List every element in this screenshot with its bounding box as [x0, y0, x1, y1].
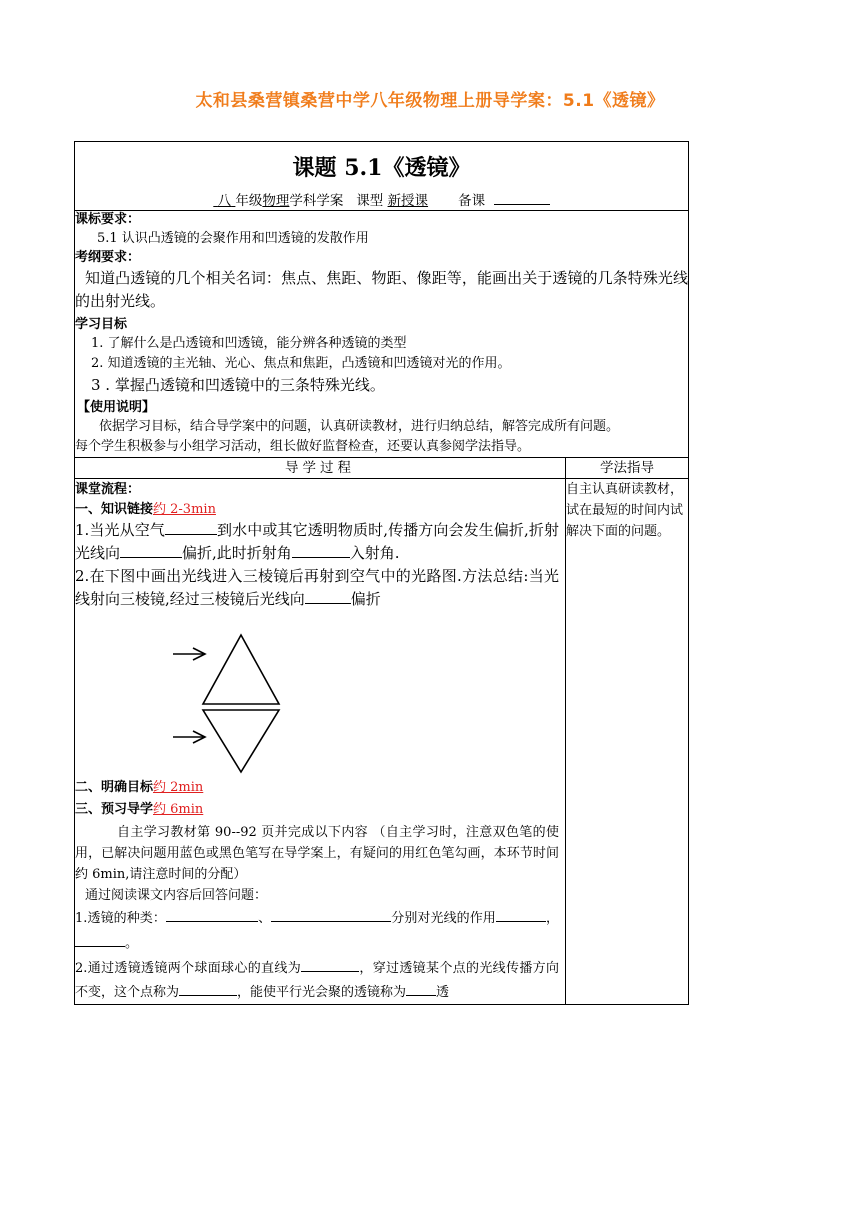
read-question-1: 1.透镜的种类： 、 分别对光线的作用 ，。 — [75, 906, 559, 956]
column-header-guide: 学法指导 — [566, 458, 689, 479]
section-time: 约 6min — [153, 802, 204, 817]
type-label: 课型 — [356, 193, 384, 209]
grade-label: 年级 — [235, 193, 263, 209]
answer-blank[interactable] — [271, 906, 391, 922]
guide-cell: 自主认真研读教材，试在最短的时间内试解决下面的问题。 — [566, 479, 689, 1005]
question-1: 1.当光从空气 到水中或其它透明物质时,传播方向会发生偏折,折射光线向 偏折,此时折射角 入射角. — [75, 521, 560, 562]
curriculum-heading: 课标要求： — [75, 212, 141, 227]
usage-heading: 【使用说明】 — [77, 400, 156, 415]
prep-blank[interactable] — [494, 189, 550, 205]
section-title: 一、知识链接 — [75, 502, 154, 517]
exam-text: 知道凸透镜的几个相关名词：焦点、焦距、物距、像距等，能画出关于透镜的几条特殊光线的出射光线。 — [75, 269, 688, 310]
document-title: 太和县桑营镇桑营中学八年级物理上册导学案：5.1《透镜》 — [195, 91, 665, 111]
requirements-cell — [75, 211, 689, 458]
goals-heading: 学习目标 — [75, 317, 128, 332]
flow-heading: 课堂流程： — [75, 482, 141, 497]
prism-lower-triangle — [203, 710, 279, 772]
prep-label: 备课 — [458, 193, 486, 209]
answer-blank[interactable] — [292, 542, 350, 558]
answer-blank[interactable] — [75, 931, 125, 947]
answer-blank[interactable] — [406, 980, 436, 996]
goal-item: 3 . 掌握凸透镜和凹透镜中的三条特殊光线。 — [91, 376, 385, 394]
preview-instruction: 通过阅读课文内容后回答问题： — [85, 888, 268, 903]
read-question-2: 2.通过透镜透镜两个球面球心的直线为 ，穿过透镜某个点的光线传播方向不变，这个点称为 ，能使平行光会聚的透镜称为 透 — [75, 956, 559, 1004]
goal-item: 1. 了解什么是凸透镜和凹透镜，能分辨各种透镜的类型 — [91, 336, 407, 351]
answer-blank[interactable] — [179, 980, 237, 996]
section-goals: 二、明确目标约 2min — [75, 780, 204, 795]
process-cell — [75, 479, 566, 1005]
subject-value: 物理 — [262, 193, 290, 209]
prism-diagram — [75, 619, 375, 777]
column-header-process: 导学过程 — [75, 458, 566, 479]
prism-upper-triangle — [203, 635, 279, 704]
section-time: 约 2-3min — [153, 502, 216, 517]
answer-blank[interactable] — [120, 542, 182, 558]
lesson-title: 课题 5.1《透镜》 — [292, 155, 471, 181]
header-cell — [75, 142, 689, 211]
grade-value: 八 — [217, 193, 232, 209]
type-value: 新授课 — [387, 193, 429, 209]
section-time: 约 2min — [153, 780, 204, 795]
answer-blank[interactable] — [305, 588, 351, 604]
usage-text: 每个学生积极参与小组学习活动，组长做好监督检查，还要认真参阅学法指导。 — [75, 439, 531, 454]
lesson-meta — [75, 189, 688, 209]
usage-text: 依据学习目标，结合导学案中的问题，认真研读教材，进行归纳总结，解答完成所有问题。 — [99, 419, 620, 434]
answer-blank[interactable] — [166, 906, 258, 922]
exam-heading: 考纲要求： — [75, 250, 141, 265]
answer-blank[interactable] — [496, 906, 546, 922]
question-2: 2.在下图中画出光线进入三棱镜后再射到空气中的光路图.方法总结:当光线射向三棱镜,经过三棱镜后光线向 偏折 — [75, 567, 559, 608]
answer-blank[interactable] — [301, 956, 359, 972]
section-knowledge-link — [75, 501, 559, 519]
preview-intro: 自主学习教材第 90--92 页并完成以下内容 （自主学习时，注意双色笔的使用，已解决问题用蓝色或黑色笔写在导学案上，有疑问的用红色笔勾画，本环节时间约 6min,请注意时间的分配） — [75, 825, 559, 882]
lesson-plan-table — [74, 141, 689, 1005]
curriculum-text: 5.1 认识凸透镜的会聚作用和凹透镜的发散作用 — [97, 231, 369, 246]
goal-item: 2. 知道透镜的主光轴、光心、焦点和焦距，凸透镜和凹透镜对光的作用。 — [91, 356, 511, 371]
answer-blank[interactable] — [165, 519, 217, 535]
subject-label: 学科学案 — [289, 193, 344, 209]
section-preview: 三、预习导学约 6min — [75, 802, 204, 817]
